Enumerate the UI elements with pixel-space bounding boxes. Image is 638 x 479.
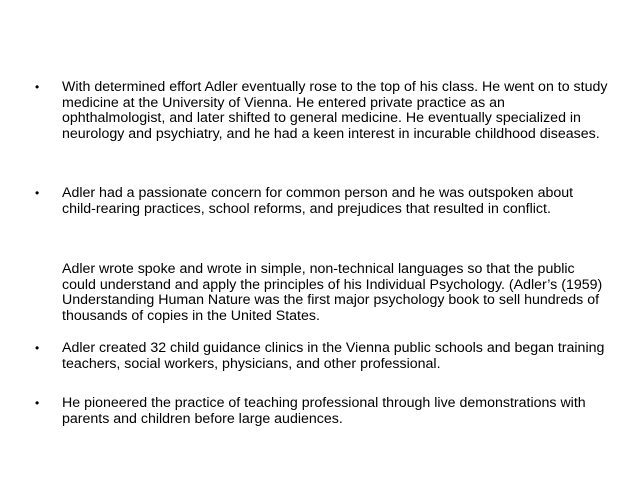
bullet-marker: • [35, 80, 40, 94]
bullet-marker: • [35, 396, 40, 410]
paragraph-adler-writing: Adler wrote spoke and wrote in simple, non-technical languages so that the public could understand and apply the principles of his Individual Psychology. (Adler’s (1959) Understanding Human Nature was the first major psychology book to sell hundreds of thousands of copies in the United States. [62, 261, 603, 324]
paragraph-adler-concern: Adler had a passionate concern for common person and he was outspoken about child-rearing practices, school reforms, and prejudices that resulted in conflict. [62, 185, 574, 217]
paragraph-adler-demonstrations: He pioneered the practice of teaching professional through live demonstrations with parents and children before large audiences. [62, 395, 586, 427]
bullet-marker: • [35, 186, 40, 200]
paragraph-adler-education: With determined effort Adler eventually rose to the top of his class. He went on to study medicine at the University of Vienna. He entered private practice as an ophthalmologist, and later shifted to general medicine. He eventually specialized in neurology and psychiatry, and he had a keen interest in incurable childhood diseases. [62, 79, 608, 142]
paragraph-adler-clinics: Adler created 32 child guidance clinics in the Vienna public schools and began training teachers, social workers, physicians, and other professional. [62, 340, 605, 372]
bullet-marker: • [35, 341, 40, 355]
